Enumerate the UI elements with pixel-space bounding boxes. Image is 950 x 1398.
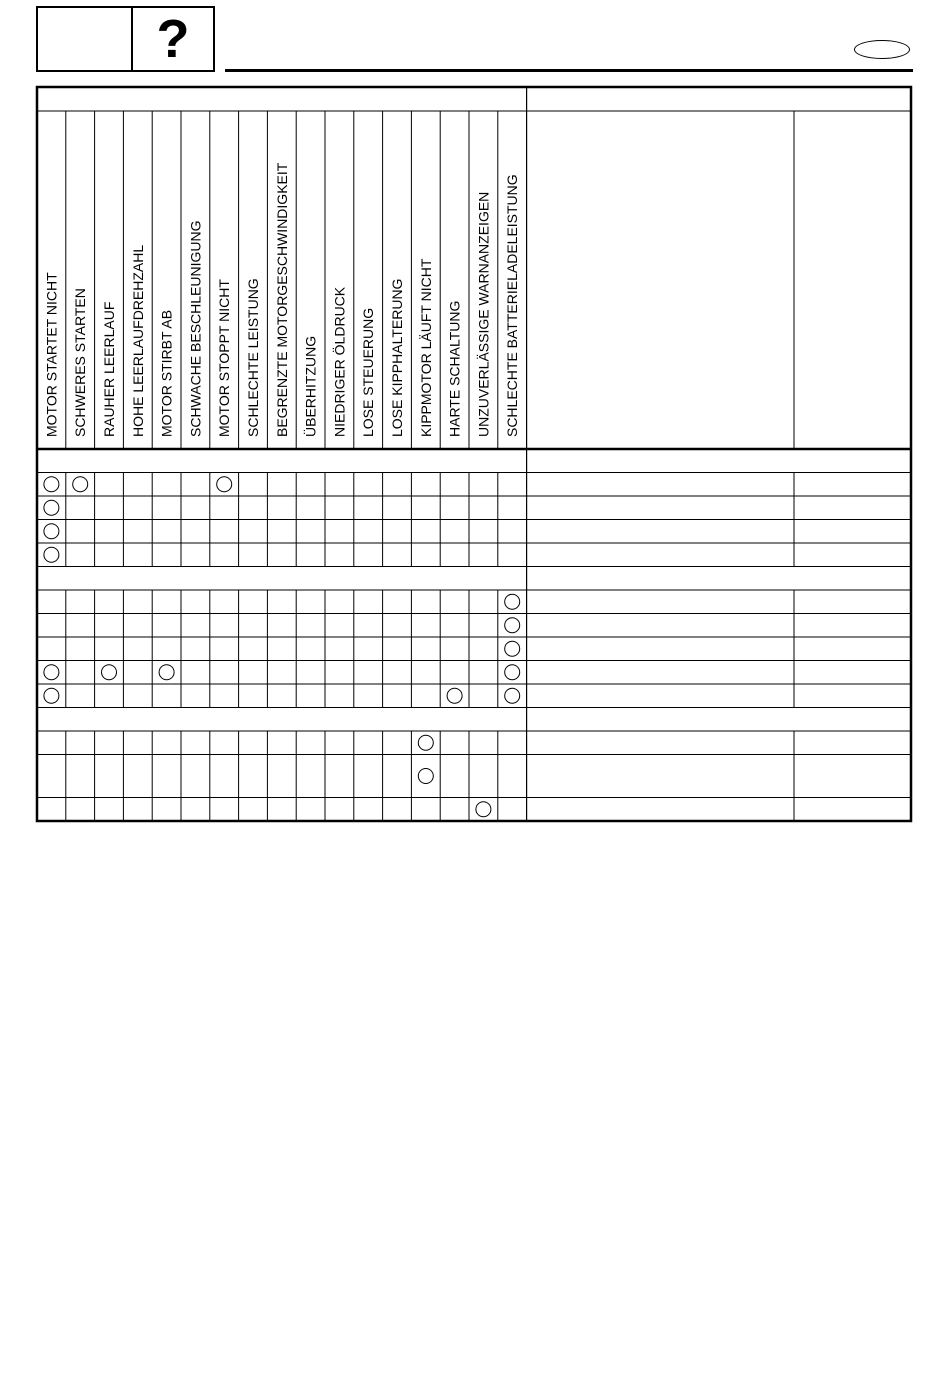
symptom-mark-4 <box>159 665 174 680</box>
symptom-mark-0 <box>44 500 59 515</box>
symptom-header: SCHLECHTE BATTERIELADELEISTUNG <box>504 174 521 437</box>
symptom-mark-6 <box>217 477 232 492</box>
symptom-mark-13 <box>418 735 433 750</box>
symptom-header: SCHWERES STARTEN <box>72 288 89 437</box>
symptom-header: RAUHER LEERLAUF <box>101 301 117 437</box>
question-mark-icon: ? <box>156 9 190 69</box>
symptom-mark-16 <box>505 594 520 609</box>
symptom-header: HARTE SCHALTUNG <box>446 300 463 437</box>
symptom-mark-13 <box>418 769 433 784</box>
symptom-header: LOSE KIPPHALTERUNG <box>389 278 405 437</box>
symptom-header: UNZUVERLÄSSIGE WARNANZEIGEN <box>475 191 492 437</box>
symptom-mark-16 <box>505 618 520 633</box>
table-border <box>37 87 911 821</box>
symptom-mark-0 <box>44 688 59 703</box>
symptom-header: MOTOR STOPPT NICHT <box>216 279 233 437</box>
symptom-header: MOTOR STIRBT AB <box>158 309 175 437</box>
symptom-mark-0 <box>44 665 59 680</box>
symptom-header: NIEDRIGER ÖLDRUCK <box>331 286 348 437</box>
symptom-mark-14 <box>447 688 462 703</box>
symptom-header: MOTOR STARTET NICHT <box>43 272 60 437</box>
symptom-header: LOSE STEUERUNG <box>360 307 377 437</box>
symptom-mark-0 <box>44 477 59 492</box>
symptom-mark-16 <box>505 665 520 680</box>
symptom-header: HOHE LEERLAUFDREHZAHL <box>129 244 146 437</box>
symptom-header: SCHLECHTE LEISTUNG <box>245 278 261 437</box>
symptom-header: ÜBERHITZUNG <box>302 335 319 437</box>
symptom-mark-0 <box>44 524 59 539</box>
symptom-mark-16 <box>505 688 520 703</box>
symptom-header: KIPPMOTOR LÄUFT NICHT <box>417 258 434 437</box>
symptom-mark-2 <box>102 665 117 680</box>
symptom-header: BEGRENZTE MOTORGESCHWINDIGKEIT <box>273 162 290 437</box>
symptom-mark-15 <box>476 802 491 817</box>
symptom-header: SCHWACHE BESCHLEUNIGUNG <box>187 220 204 437</box>
symptom-mark-1 <box>73 477 88 492</box>
symptom-mark-0 <box>44 547 59 562</box>
symptom-mark-16 <box>505 641 520 656</box>
